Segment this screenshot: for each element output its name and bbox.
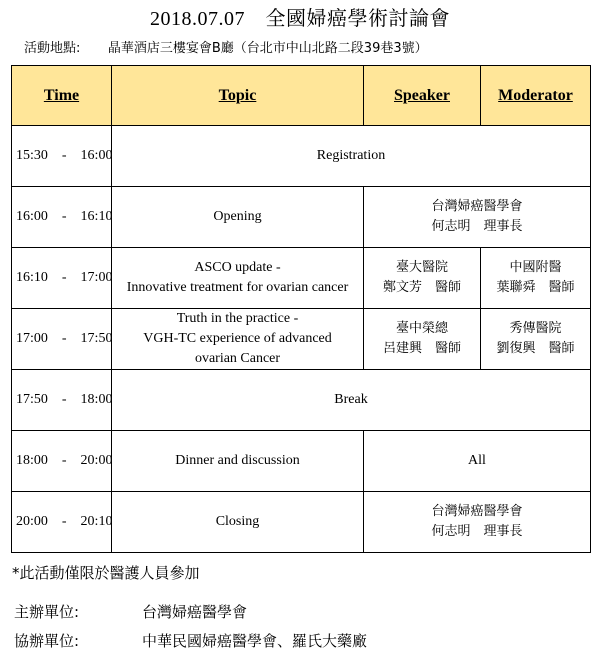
speaker-name: 呂建興 醫師 xyxy=(382,341,461,356)
venue-label: 活動地點: xyxy=(24,41,81,56)
col-header-speaker: Speaker xyxy=(364,66,481,126)
topic-cell: Dinner and discussion xyxy=(112,431,364,492)
speaker-cell xyxy=(364,492,591,553)
moderator-name: 劉復興 醫師 xyxy=(496,341,575,356)
cohost-value: 中華民國婦癌醫學會、羅氏大藥廠 xyxy=(142,632,368,650)
time-cell: 17:50 - 18:00 xyxy=(12,370,112,431)
venue-value: 晶華酒店三樓宴會B廳（台北市中山北路二段39巷3號） xyxy=(107,41,428,56)
moderator-name: 葉聯舜 醫師 xyxy=(496,280,575,295)
moderator-cell xyxy=(481,309,591,370)
speaker-cell xyxy=(364,187,591,248)
time-cell: 17:00 - 17:50 xyxy=(12,309,112,370)
schedule-table xyxy=(11,65,591,553)
col-header-topic: Topic xyxy=(112,66,364,126)
table-row xyxy=(12,431,591,492)
time-cell: 16:10 - 17:00 xyxy=(12,248,112,309)
speaker-cell xyxy=(364,248,481,309)
moderator-org: 秀傳醫院 xyxy=(509,321,562,336)
speaker-org: 台灣婦癌醫學會 xyxy=(431,504,523,519)
speaker-name: 鄭文芳 醫師 xyxy=(382,280,461,295)
col-header-time: Time xyxy=(12,66,112,126)
table-row xyxy=(12,126,591,187)
topic-line: ovarian Cancer xyxy=(194,351,281,366)
header-row xyxy=(12,66,591,126)
table-row xyxy=(12,187,591,248)
topic-cell: Closing xyxy=(112,492,364,553)
host-value: 台灣婦癌醫學會 xyxy=(142,603,248,621)
moderator-org: 中國附醫 xyxy=(509,260,562,275)
host-line xyxy=(14,601,247,622)
topic-line: VGH-TC experience of advanced xyxy=(143,331,332,346)
speaker-name: 何志明 理事長 xyxy=(431,219,523,234)
cohost-line xyxy=(14,630,367,651)
moderator-cell xyxy=(481,248,591,309)
topic-cell xyxy=(112,309,364,370)
topic-line: Innovative treatment for ovarian cancer xyxy=(126,280,349,295)
topic-cell xyxy=(112,248,364,309)
speaker-org: 臺中榮總 xyxy=(395,321,448,336)
time-cell: 20:00 - 20:10 xyxy=(12,492,112,553)
topic-line: ASCO update - xyxy=(194,260,281,275)
table-row xyxy=(12,370,591,431)
speaker-org: 台灣婦癌醫學會 xyxy=(431,199,523,214)
speaker-cell: All xyxy=(364,431,591,492)
topic-line: Truth in the practice - xyxy=(176,311,299,326)
participation-note: *此活動僅限於醫護人員參加 xyxy=(12,564,200,582)
topic-cell: Opening xyxy=(112,187,364,248)
venue-line xyxy=(24,38,428,59)
time-cell: 18:00 - 20:00 xyxy=(12,431,112,492)
speaker-cell xyxy=(364,309,481,370)
speaker-org: 臺大醫院 xyxy=(395,260,448,275)
time-cell: 15:30 - 16:00 xyxy=(12,126,112,187)
page-title: 2018.07.07 全國婦癌學術討論會 xyxy=(150,8,450,30)
table-row xyxy=(12,492,591,553)
speaker-name: 何志明 理事長 xyxy=(431,524,523,539)
topic-cell: Registration xyxy=(112,126,591,187)
time-cell: 16:00 - 16:10 xyxy=(12,187,112,248)
topic-cell: Break xyxy=(112,370,591,431)
cohost-label: 協辦單位: xyxy=(14,632,80,650)
host-label: 主辦單位: xyxy=(14,603,80,621)
table-row xyxy=(12,309,591,370)
col-header-moderator: Moderator xyxy=(481,66,591,126)
table-row xyxy=(12,248,591,309)
